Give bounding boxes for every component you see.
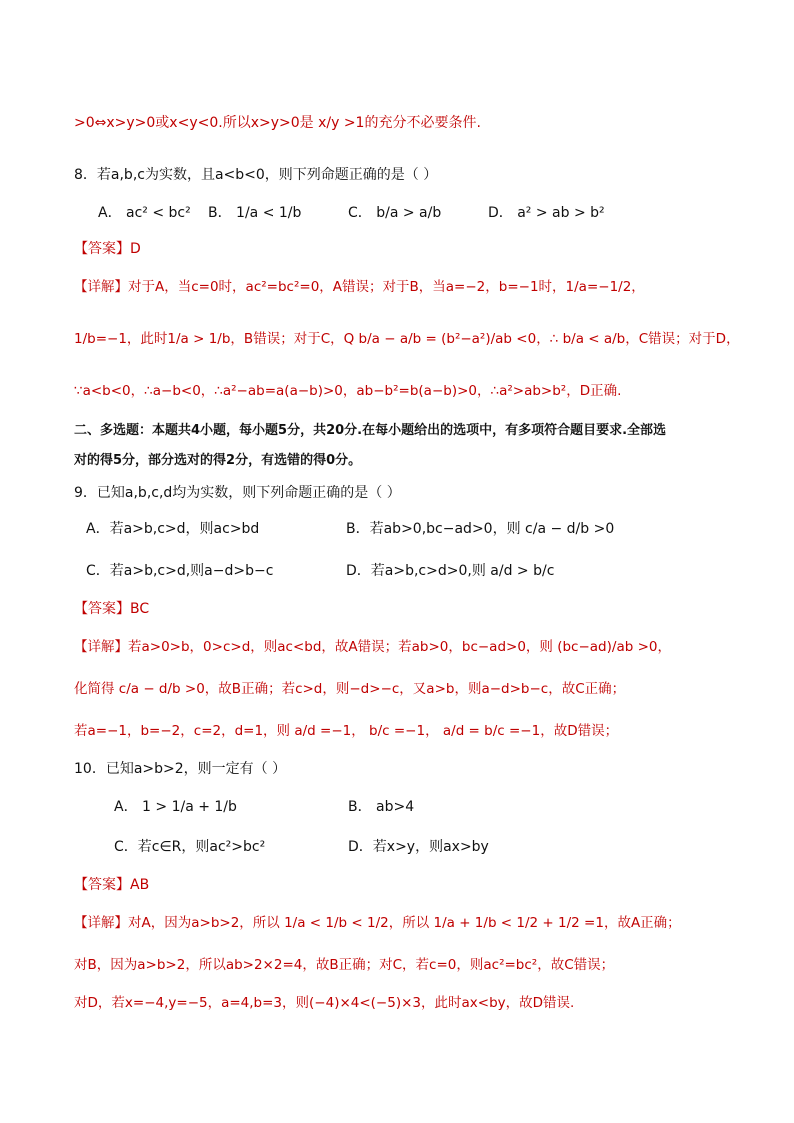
question-8-option-a: A． ac² < bc²	[98, 205, 191, 221]
question-8-stem: 8．若a,b,c为实数，且a<b<0，则下列命题正确的是（ ）	[74, 167, 438, 183]
question-10-stem: 10．已知a>b>2，则一定有（ ）	[74, 761, 287, 777]
question-8-option-b: B． 1/a < 1/b	[208, 205, 302, 221]
question-9-explanation-1: 【详解】若a>0>b，0>c>d，则ac<bd，故A错误；若ab>0，bc−ad>0，则 (bc−ad)/ab >0，	[74, 639, 671, 655]
question-9-explanation-2: 化简得 c/a − d/b >0，故B正确；若c>d，则−d>−c，又a>b，则a−d>b−c，故C正确；	[74, 681, 626, 697]
question-8-explanation-3: ∵a<b<0，∴a−b<0，∴a²−ab=a(a−b)>0，ab−b²=b(a−b)>0，∴a²>ab>b²，D正确.	[74, 383, 622, 399]
question-9-option-c: C．若a>b,c>d,则a−d>b−c	[86, 563, 274, 579]
section-2-heading-line-2: 对的得5分，部分选对的得2分，有选错的得0分。	[74, 453, 362, 468]
question-10-option-c: C．若c∈R，则ac²>bc²	[114, 839, 266, 855]
continued-solution-line: >0⇔x>y>0或x<y<0.所以x>y>0是 x/y >1的充分不必要条件.	[74, 115, 481, 131]
question-10-answer: 【答案】AB	[74, 877, 150, 893]
question-9-option-b: B．若ab>0,bc−ad>0，则 c/a − d/b >0	[346, 521, 615, 537]
question-10-explanation-3: 对D，若x=−4,y=−5，a=4,b=3，则(−4)×4<(−5)×3，此时ax<by，故D错误.	[74, 995, 575, 1011]
question-9-explanation-3: 若a=−1，b=−2，c=2，d=1，则 a/d =−1， b/c =−1， a/d = b/c =−1，故D错误；	[74, 723, 619, 739]
question-9-option-a: A．若a>b,c>d，则ac>bd	[86, 521, 260, 537]
question-8-explanation-2: 1/b=−1，此时1/a > 1/b，B错误；对于C，Q b/a − a/b = (b²−a²)/ab <0，∴ b/a < a/b，C错误；对于D，	[74, 331, 740, 347]
question-10-explanation-2: 对B，因为a>b>2，所以ab>2×2=4，故B正确；对C，若c=0，则ac²=bc²，故C错误；	[74, 957, 615, 973]
question-9-stem: 9．已知a,b,c,d均为实数，则下列命题正确的是（ ）	[74, 485, 401, 501]
question-8-option-c: C． b/a > a/b	[348, 205, 442, 221]
question-10-option-a: A． 1 > 1/a + 1/b	[114, 799, 237, 815]
question-10-explanation-1: 【详解】对A，因为a>b>2，所以 1/a < 1/b < 1/2，所以 1/a + 1/b < 1/2 + 1/2 =1，故A正确；	[74, 915, 681, 931]
question-10-option-d: D．若x>y，则ax>by	[348, 839, 489, 855]
question-10-option-b: B． ab>4	[348, 799, 415, 815]
section-2-heading-line-1: 二、多选题：本题共4小题，每小题5分，共20分.在每小题给出的选项中，有多项符合题目要求.全部选	[74, 423, 667, 438]
question-8-explanation-1: 【详解】对于A，当c=0时，ac²=bc²=0，A错误；对于B，当a=−2，b=−1时，1/a=−1/2，	[74, 279, 645, 295]
question-9-answer: 【答案】BC	[74, 601, 150, 617]
question-8-answer: 【答案】D	[74, 241, 141, 257]
question-9-option-d: D．若a>b,c>d>0,则 a/d > b/c	[346, 563, 555, 579]
question-8-option-d: D． a² > ab > b²	[488, 205, 605, 221]
